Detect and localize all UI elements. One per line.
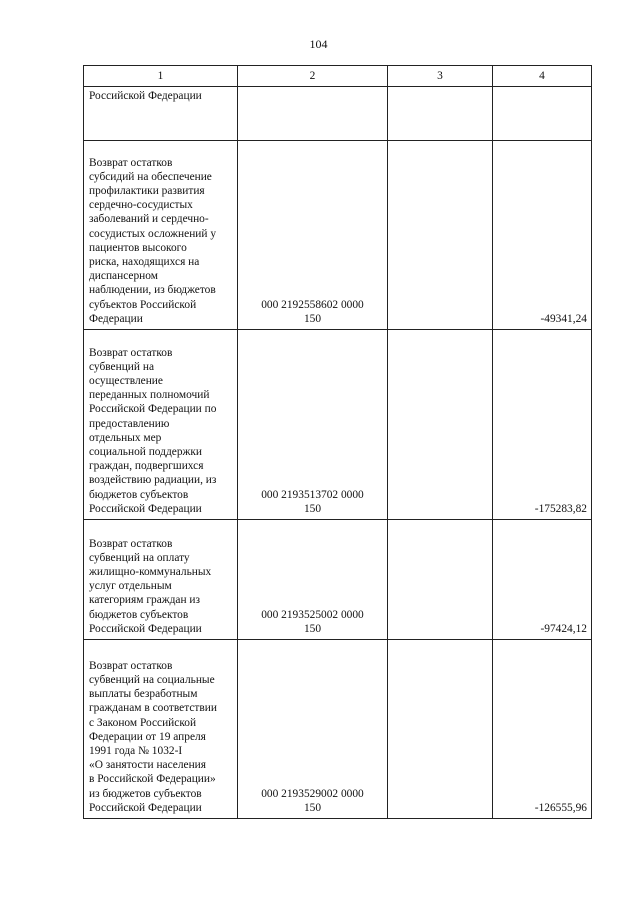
header-col-3: 3 bbox=[388, 66, 493, 87]
row-name-cell: Возврат остатков субвенций на осуществление переданных полномочий Российской Федерации по предоставлению отдельных мер социальной поддержки граждан, подвергшихся воздействию радиации, из бюджетов субъектов Российской Федерации bbox=[84, 330, 238, 520]
row-col3-cell bbox=[388, 520, 493, 640]
table-row bbox=[84, 640, 592, 819]
row-amount-cell: -97424,12 bbox=[493, 520, 592, 640]
table-row bbox=[84, 87, 592, 141]
row-code-cell bbox=[238, 87, 388, 141]
table-header-row bbox=[84, 66, 592, 87]
table-row bbox=[84, 330, 592, 520]
row-code-cell: 000 2193525002 0000 150 bbox=[238, 520, 388, 640]
row-name-cell: Возврат остатков субвенций на оплату жилищно-коммунальных услуг отдельным категориям граждан из бюджетов субъектов Российской Федерации bbox=[84, 520, 238, 640]
row-col3-cell bbox=[388, 330, 493, 520]
table-row bbox=[84, 520, 592, 640]
row-col3-cell bbox=[388, 640, 493, 819]
row-name-cell: Российской Федерации bbox=[84, 87, 238, 141]
row-amount-cell: -49341,24 bbox=[493, 141, 592, 330]
row-code-cell: 000 2193513702 0000 150 bbox=[238, 330, 388, 520]
header-col-4: 4 bbox=[493, 66, 592, 87]
row-col3-cell bbox=[388, 87, 493, 141]
row-code-cell: 000 2193529002 0000 150 bbox=[238, 640, 388, 819]
row-name-cell: Возврат остатков субвенций на социальные выплаты безработным гражданам в соответствии с Законом Российской Федерации от 19 апреля 1991 года № 1032-I «О занятости населения в Российской Федерации» из бюджетов субъектов Российской Федерации bbox=[84, 640, 238, 819]
header-col-1: 1 bbox=[84, 66, 238, 87]
page-number: 104 bbox=[309, 37, 328, 51]
table-row bbox=[84, 141, 592, 330]
row-col3-cell bbox=[388, 141, 493, 330]
budget-table bbox=[83, 65, 592, 819]
header-col-2: 2 bbox=[238, 66, 388, 87]
row-name-cell: Возврат остатков субсидий на обеспечение профилактики развития сердечно-сосудистых заболеваний и сердечно- сосудистых осложнений у пациентов высокого риска, находящихся на диспансерном наблюдении, из бюджетов субъектов Российской Федерации bbox=[84, 141, 238, 330]
row-code-cell: 000 2192558602 0000 150 bbox=[238, 141, 388, 330]
row-amount-cell: -126555,96 bbox=[493, 640, 592, 819]
row-amount-cell bbox=[493, 87, 592, 141]
row-amount-cell: -175283,82 bbox=[493, 330, 592, 520]
